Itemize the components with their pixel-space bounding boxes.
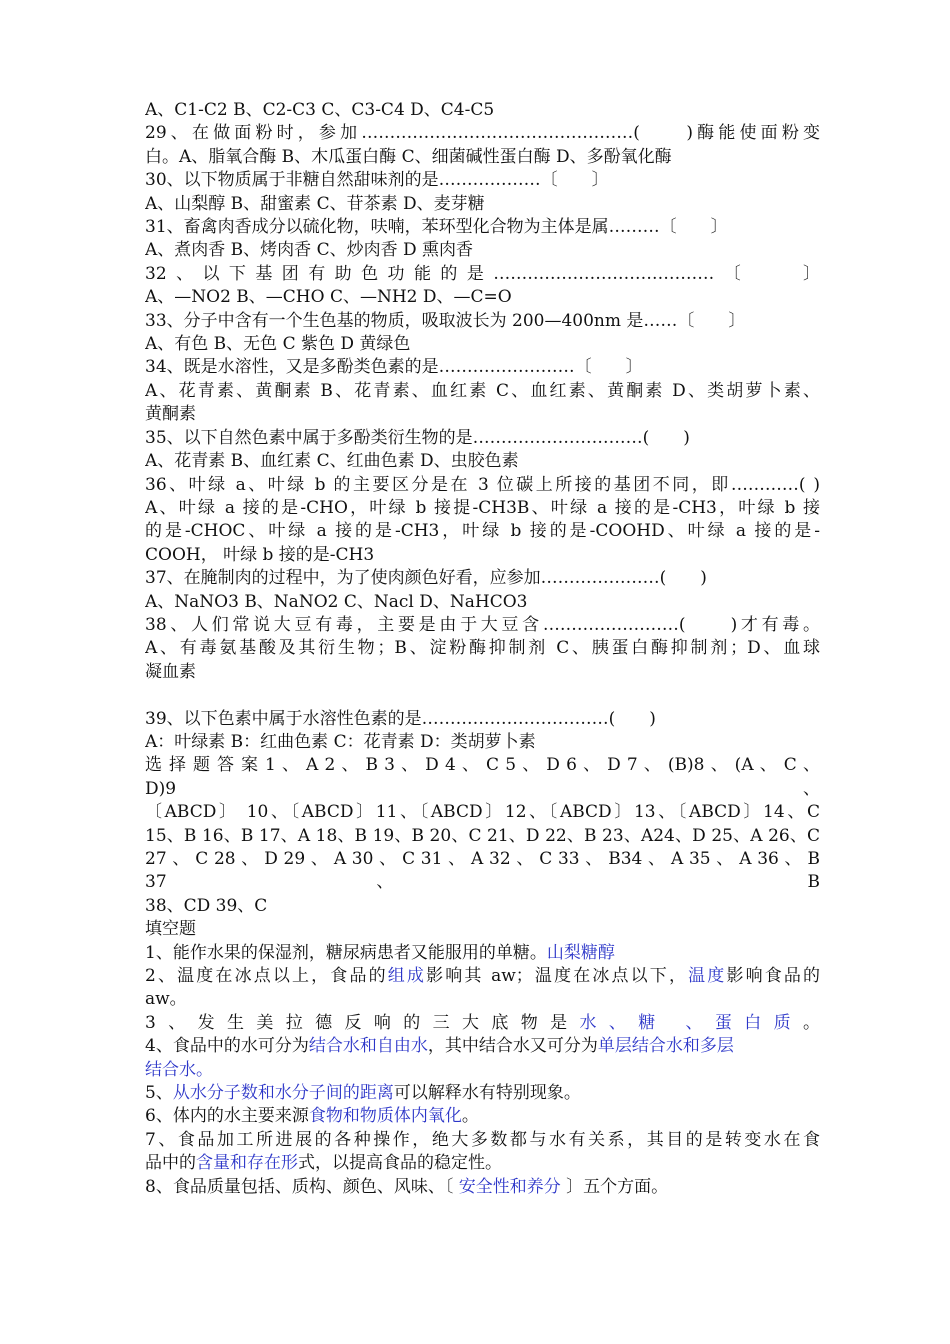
fill-text: 式，以提高食品的稳定性。 (298, 1153, 502, 1174)
fill-item-line (145, 1129, 820, 1152)
fill-text: 5、 (145, 1083, 173, 1104)
question-line: 39、以下色素中属于水溶性色素的是……………………………( ) (145, 708, 656, 729)
question-continuation-line: 白。A、脂氧合酶 B、木瓜蛋白酶 C、细菌碱性蛋白酶 D、多酚氧化酶 (145, 146, 672, 167)
question-block (145, 99, 820, 122)
fill-item-line (145, 1035, 820, 1058)
fill-text: 影响其 aw；温度在冰点以下， (426, 966, 689, 987)
question-block (145, 614, 820, 684)
fill-text: ，其中结合水又可分为 (427, 1036, 598, 1057)
fill-item-line (145, 1176, 820, 1199)
question-line: 33、分子中含有一个生色基的物质，吸取波长为 200—400nm 是……〔 〕 (145, 310, 746, 331)
fill-item-line (145, 1012, 820, 1035)
fill-answer: 单层结合水和多层 (597, 1036, 734, 1057)
question-continuation-line: A、NaNO3 B、NaNO2 C、Nacl D、NaHCO3 (145, 591, 528, 612)
question-line: 38、人们常说大豆有毒，主要是由于大豆含……………………( )才有毒。 (145, 614, 820, 635)
question-line: 32、以下基团有助色功能的是…………………………………〔 〕 (145, 263, 820, 284)
question-continuation-line: A、山梨醇 B、甜蜜素 C、苷茶素 D、麦芽糖 (145, 193, 485, 214)
fill-text: 3、发生美拉德反响的三大底物是 (145, 1012, 580, 1033)
question-block (145, 356, 820, 426)
question-line: 35、以下自然色素中属于多酚类衍生物的是…………………………( ) (145, 427, 690, 448)
question-line: 34、既是水溶性，又是多酚类色素的是……………………〔 〕 (145, 357, 643, 378)
question-line: A、C1-C2 B、C2-C3 C、C3-C4 D、C4-C5 (145, 100, 495, 120)
fill-text: 6、体内的水主要来源 (145, 1106, 309, 1127)
question-block (145, 169, 820, 216)
answer-key-line: 15、B 16、B 17、A 18、B 19、B 20、C 21、D 22、B 23、A24、D 25、A 26、C (145, 825, 820, 846)
blank-line (145, 684, 820, 707)
fill-text: 7、食品加工所进展的各种操作，绝大多数都与水有关系，其目的是转变水在食 (145, 1129, 820, 1150)
fill-item-line (145, 1082, 820, 1105)
question-block (145, 427, 820, 474)
fill-answer: 含量和存在形 (196, 1153, 298, 1174)
fill-answer: 结合水和自由水 (308, 1036, 428, 1057)
question-continuation-line: A、有毒氨基酸及其衍生物；B、淀粉酶抑制剂 C、胰蛋白酶抑制剂；D、血球 (145, 638, 820, 659)
fill-answer: 结合水。 (145, 1059, 213, 1080)
question-block (145, 263, 820, 310)
fill-answer: 组成 (387, 966, 427, 987)
question-block (145, 216, 820, 263)
question-continuation-line: 凝血素 (145, 661, 196, 682)
fill-text: 。 (461, 1106, 479, 1127)
fill-answer: 从水分子数和水分子间的距离 (172, 1083, 394, 1104)
question-block (145, 122, 820, 169)
question-line: 36、叶绿 a、叶绿 b 的主要区分是在 3 位碳上所接的基团不同，即…………( ) (145, 474, 820, 495)
answer-key-line: 〔ABCD〕 10、〔ABCD〕11、〔ABCD〕12、〔ABCD〕13、〔ABCD〕14、C (145, 802, 820, 823)
question-continuation-line: A、花青素、黄酮素 B、花青素、血红素 C、血红素、黄酮素 D、类胡萝卜素、 (145, 380, 820, 401)
question-continuation-line: A、煮肉香 B、烤肉香 C、炒肉香 D 熏肉香 (145, 240, 474, 261)
fill-item-line (145, 942, 820, 965)
question-continuation-line: A：叶绿素 B：红曲色素 C：花青素 D：类胡萝卜素 (145, 731, 536, 752)
fill-text: 8、食品质量包括、质构、颜色、风味、〔 (145, 1176, 459, 1197)
question-block (145, 708, 820, 755)
question-continuation-line: A、花青素 B、血红素 C、红曲色素 D、虫胶色素 (145, 451, 519, 472)
fill-text: 2、温度在冰点以上，食品的 (145, 966, 388, 987)
answer-key-line: 选 择 题 答 案 1 、 A 2 、 B 3 、 D 4 、 C 5 、 D 6 、 D 7 、 (B)8 、 (A 、 C 、 D)9 、 (145, 755, 820, 799)
question-block (145, 310, 820, 357)
answer-key-block (145, 754, 820, 918)
question-continuation-line: 的是-CHOC、叶绿 a 接的是-CH3，叶绿 b 接的是-COOHD、叶绿 a 接的是- (145, 521, 820, 542)
fill-text: aw。 (145, 989, 187, 1010)
question-line: 37、在腌制肉的过程中，为了使肉颜色好看，应参加…………………( ) (145, 568, 707, 589)
fill-answer: 安全性和养分 (458, 1176, 561, 1197)
question-continuation-line: A、—NO2 B、—CHO C、—NH2 D、—C=O (145, 287, 512, 308)
question-line: 31、畜禽肉香成分以硫化物，呋喃，苯环型化合物为主体是属………〔 〕 (145, 217, 728, 238)
fill-section-heading: 填空题 (145, 919, 196, 940)
fill-answer: 山梨糖醇 (546, 942, 615, 963)
question-continuation-line: COOH， 叶绿 b 接的是-CH3 (145, 544, 375, 565)
fill-text: 1、能作水果的保湿剂，糖尿病患者又能服用的单糖。 (145, 942, 547, 963)
fill-item-line (145, 1105, 820, 1128)
fill-item-line (145, 965, 820, 988)
fill-text: 4、食品中的水可分为 (145, 1036, 309, 1057)
fill-answer: 水、糖 、蛋白质 (579, 1012, 803, 1033)
answer-key-line: 38、CD 39、C (145, 895, 268, 916)
question-line: 30、以下物质属于非糖自然甜味剂的是………………〔 〕 (145, 170, 609, 191)
fill-item-line (145, 1059, 820, 1082)
document-body (145, 99, 820, 1199)
fill-text: 〕五个方面。 (560, 1176, 669, 1197)
question-block (145, 567, 820, 614)
fill-answer: 食物和物质体内氧化 (308, 1106, 462, 1127)
fill-text: 。 (803, 1012, 820, 1033)
fill-item-line (145, 1152, 820, 1175)
question-block (145, 474, 820, 568)
fill-text: 影响食品的 (726, 966, 820, 987)
fill-text: 可以解释水有特别现象。 (393, 1083, 581, 1104)
question-continuation-line: 黄酮素 (145, 404, 196, 425)
fill-item-line (145, 988, 820, 1011)
fill-answer: 温度 (688, 966, 727, 987)
question-continuation-line: A、有色 B、无色 C 紫色 D 黄绿色 (145, 334, 411, 355)
question-continuation-line: A、叶绿 a 接的是-CHO，叶绿 b 接提-CH3B、叶绿 a 接的是-CH3，叶绿 b 接 (145, 497, 820, 518)
fill-text: 品中的 (145, 1153, 196, 1174)
answer-key-line: 27 、 C 28 、 D 29 、 A 30 、 C 31 、 A 32 、 C 33 、 B34 、 A 35 、 A 36 、 B 37 、 B (145, 848, 820, 893)
question-line: 29、在做面粉时，参加…………………………………………( )酶能使面粉变 (145, 123, 820, 144)
